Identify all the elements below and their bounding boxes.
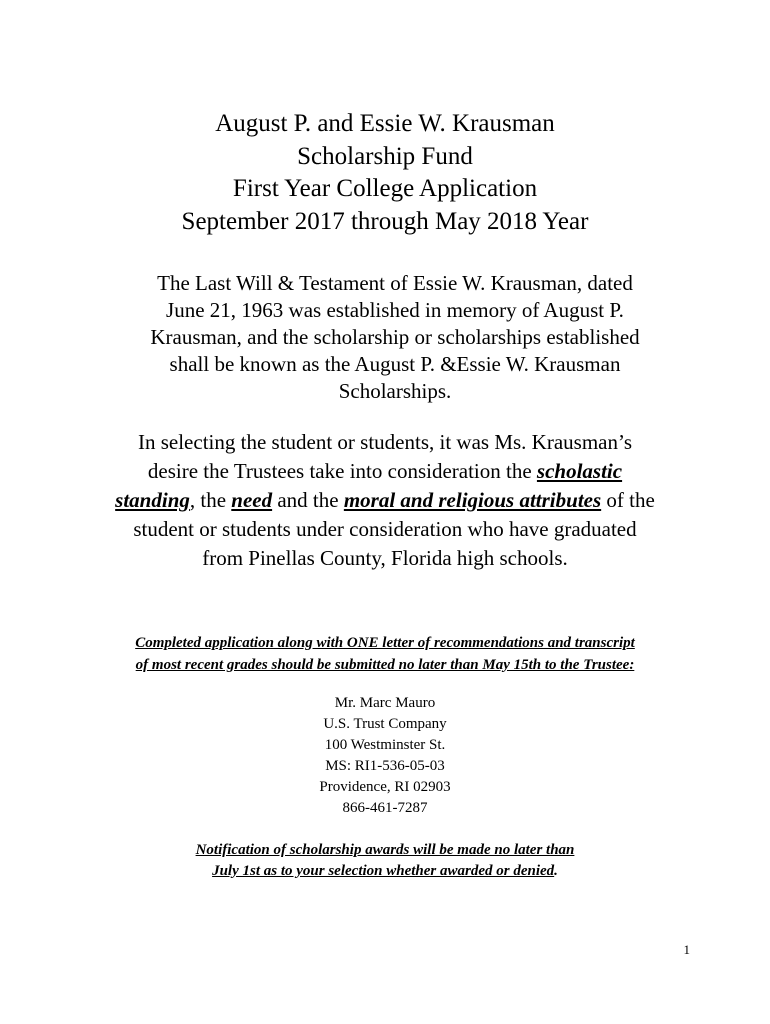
submission-instructions — [40, 632, 730, 676]
notification-line-2-wrap — [0, 861, 770, 882]
trustee-mailstop: MS: RI1-536-05-03 — [325, 758, 445, 774]
will-paragraph-line: shall be known as the August P. &Essie W. Krausman — [169, 352, 621, 376]
criteria-text: desire the Trustees take into consideration the — [147, 459, 537, 483]
title-line-1: August P. and Essie W. Krausman — [215, 110, 555, 137]
criteria-line-5: from Pinellas County, Florida high schools. — [202, 546, 568, 570]
will-paragraph-line: Scholarships. — [338, 379, 452, 403]
document-title — [0, 108, 770, 238]
will-paragraph-line: Krausman, and the scholarship or scholarships established — [150, 325, 640, 349]
instructions-line-1: Completed application along with ONE letter of recommendations and transcript — [135, 635, 635, 651]
selection-criteria-paragraph — [60, 428, 710, 573]
criterion-standing: standing — [115, 488, 190, 512]
criteria-line-3 — [60, 486, 710, 515]
criterion-moral-religious: moral and religious attributes — [343, 488, 602, 512]
criteria-line-2 — [60, 457, 710, 486]
trustee-street: 100 Westminster St. — [324, 737, 446, 753]
will-paragraph — [100, 270, 690, 405]
title-line-4: September 2017 through May 2018 Year — [181, 207, 589, 235]
trustee-phone: 866-461-7287 — [342, 800, 428, 816]
criteria-line-1: In selecting the student or students, it was Ms. Krausman’s — [137, 430, 632, 454]
will-paragraph-line: June 21, 1963 was established in memory of August P. — [166, 298, 624, 322]
will-paragraph-line: The Last Will & Testament of Essie W. Krausman, dated — [157, 271, 633, 295]
notification-notice — [0, 840, 770, 882]
trustee-city: Providence, RI 02903 — [319, 779, 451, 795]
criteria-text: and the — [272, 488, 344, 512]
title-line-2: Scholarship Fund — [297, 142, 473, 170]
instructions-line-2: of most recent grades should be submitted no later than May 15th to the Trustee: — [135, 657, 635, 673]
trustee-name: Mr. Marc Mauro — [334, 695, 436, 711]
criteria-line-4: student or students under consideration who have graduated — [133, 517, 637, 541]
trustee-company: U.S. Trust Company — [323, 716, 447, 732]
page-number: 1 — [683, 942, 690, 957]
trustee-address — [0, 693, 770, 819]
notification-line-1: Notification of scholarship awards will be made no later than — [195, 842, 575, 858]
title-line-3: First Year College Application — [232, 175, 538, 202]
criteria-text: of the — [601, 488, 655, 512]
criterion-scholastic: scholastic — [536, 459, 623, 483]
criterion-need: need — [231, 488, 273, 512]
notification-line-2: July 1st as to your selection whether awarded or denied — [212, 863, 555, 879]
notification-period: . — [554, 863, 558, 879]
criteria-text: , the — [189, 488, 232, 512]
